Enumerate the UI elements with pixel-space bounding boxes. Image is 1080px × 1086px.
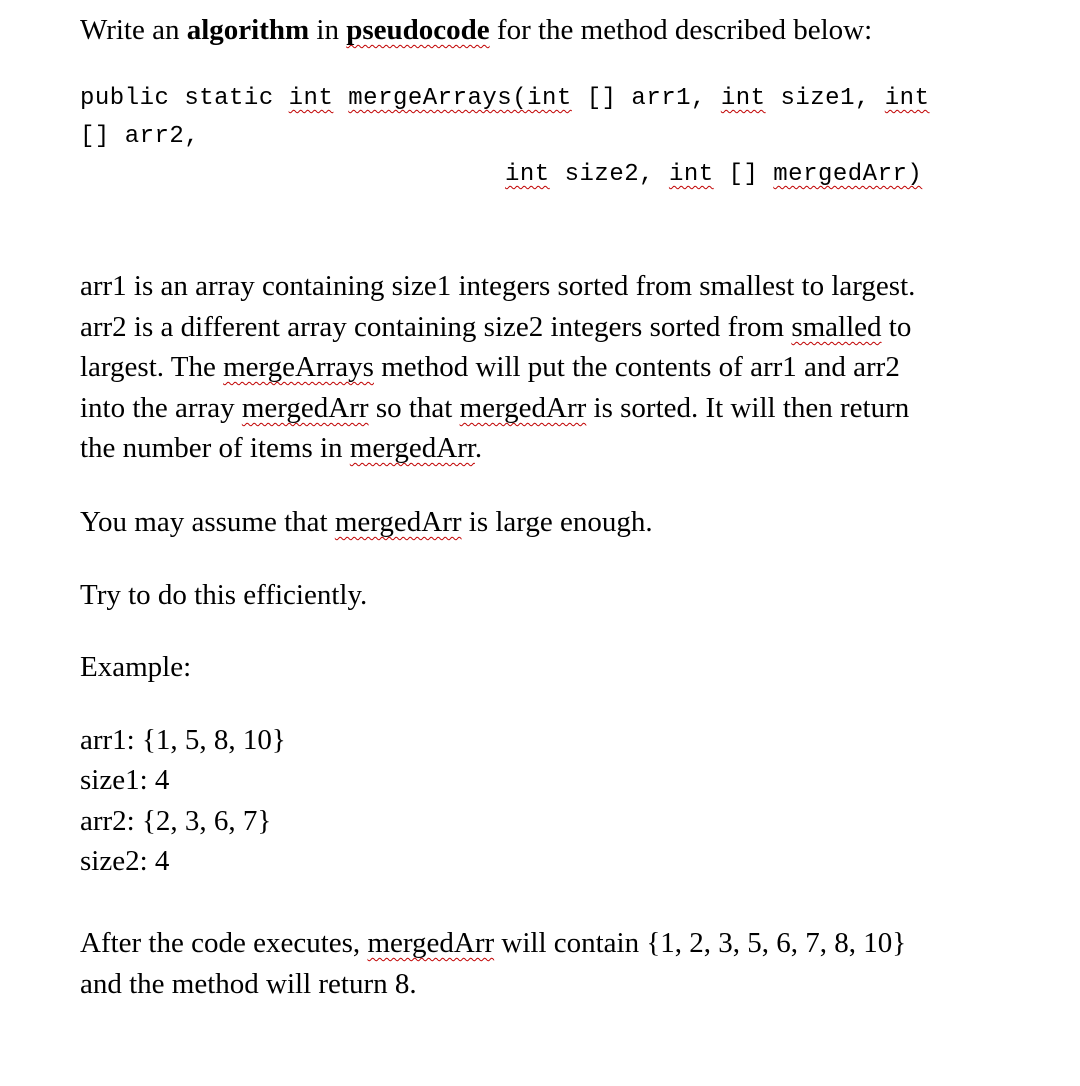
description-line-2 [80, 309, 911, 345]
assumption-mergedarr: mergedArr [334, 506, 462, 538]
example-size1: size1: 4 [80, 764, 170, 796]
assumption-text: You may assume that [80, 506, 335, 538]
description-misspelled-word: smalled [791, 311, 882, 343]
description-line-1: arr1 is an array containing size1 integers sorted from smallest to largest. [80, 270, 916, 302]
signature-arr1: [] arr1, [571, 85, 721, 112]
description-text: is sorted. It will then return [586, 392, 910, 424]
description-mergedarr: mergedArr [241, 392, 369, 424]
signature-size2: size2, [549, 161, 669, 188]
description-mergedarr: mergedArr [459, 392, 587, 424]
signature-brackets: [] [713, 161, 774, 188]
result-text: After the code executes, [80, 927, 368, 959]
signature-line-2: [] arr2, [80, 123, 200, 150]
result-text: will contain {1, 2, 3, 5, 6, 7, 8, 10} [494, 927, 907, 959]
result-mergedarr: mergedArr [367, 927, 495, 959]
signature-mergedarr: mergedArr) [773, 161, 923, 188]
assumption-line [80, 504, 653, 540]
description-text: to [881, 311, 912, 343]
signature-space [333, 85, 348, 112]
signature-line-1 [80, 84, 930, 114]
description-text: method will put the contents of arr1 and arr2 [373, 351, 900, 383]
signature-int-keyword: int [288, 85, 334, 112]
result-line-2: and the method will return 8. [80, 968, 417, 1000]
example-arr2: arr2: {2, 3, 6, 7} [80, 805, 272, 837]
description-line-5 [80, 430, 482, 466]
prompt-suffix: for the method described below: [489, 14, 873, 46]
description-line-3 [80, 349, 900, 385]
description-mergedarr: mergedArr [349, 432, 475, 464]
example-arr1: arr1: {1, 5, 8, 10} [80, 724, 286, 756]
signature-int-keyword: int [668, 161, 714, 188]
signature-method-name: mergeArrays(int [348, 85, 572, 112]
prompt-prefix: Write an [80, 14, 187, 46]
example-size2: size2: 4 [80, 845, 170, 877]
description-method-name: mergeArrays [223, 351, 374, 383]
signature-int-keyword: int [505, 161, 550, 188]
efficiency-line: Try to do this efficiently. [80, 579, 368, 611]
signature-line-3 [505, 160, 922, 190]
description-text: into the array [80, 392, 242, 424]
prompt-pseudocode-bold: pseudocode [346, 14, 490, 46]
description-text: arr2 is a different array containing size2 integers sorted from [80, 311, 792, 343]
description-text: . [474, 432, 483, 464]
signature-size1: size1, [765, 85, 885, 112]
example-heading: Example: [80, 651, 192, 683]
assumption-text: is large enough. [461, 506, 653, 538]
prompt-in: in [309, 14, 347, 46]
description-text: largest. The [80, 351, 224, 383]
signature-int-keyword: int [884, 85, 930, 112]
signature-public-static: public static [80, 85, 289, 112]
description-line-4 [80, 390, 909, 426]
prompt-algorithm-bold: algorithm [186, 14, 310, 46]
signature-int-keyword: int [720, 85, 766, 112]
description-text: so that [368, 392, 460, 424]
prompt-line [80, 12, 872, 48]
description-text: the number of items in [80, 432, 350, 464]
result-line-1 [80, 925, 906, 961]
